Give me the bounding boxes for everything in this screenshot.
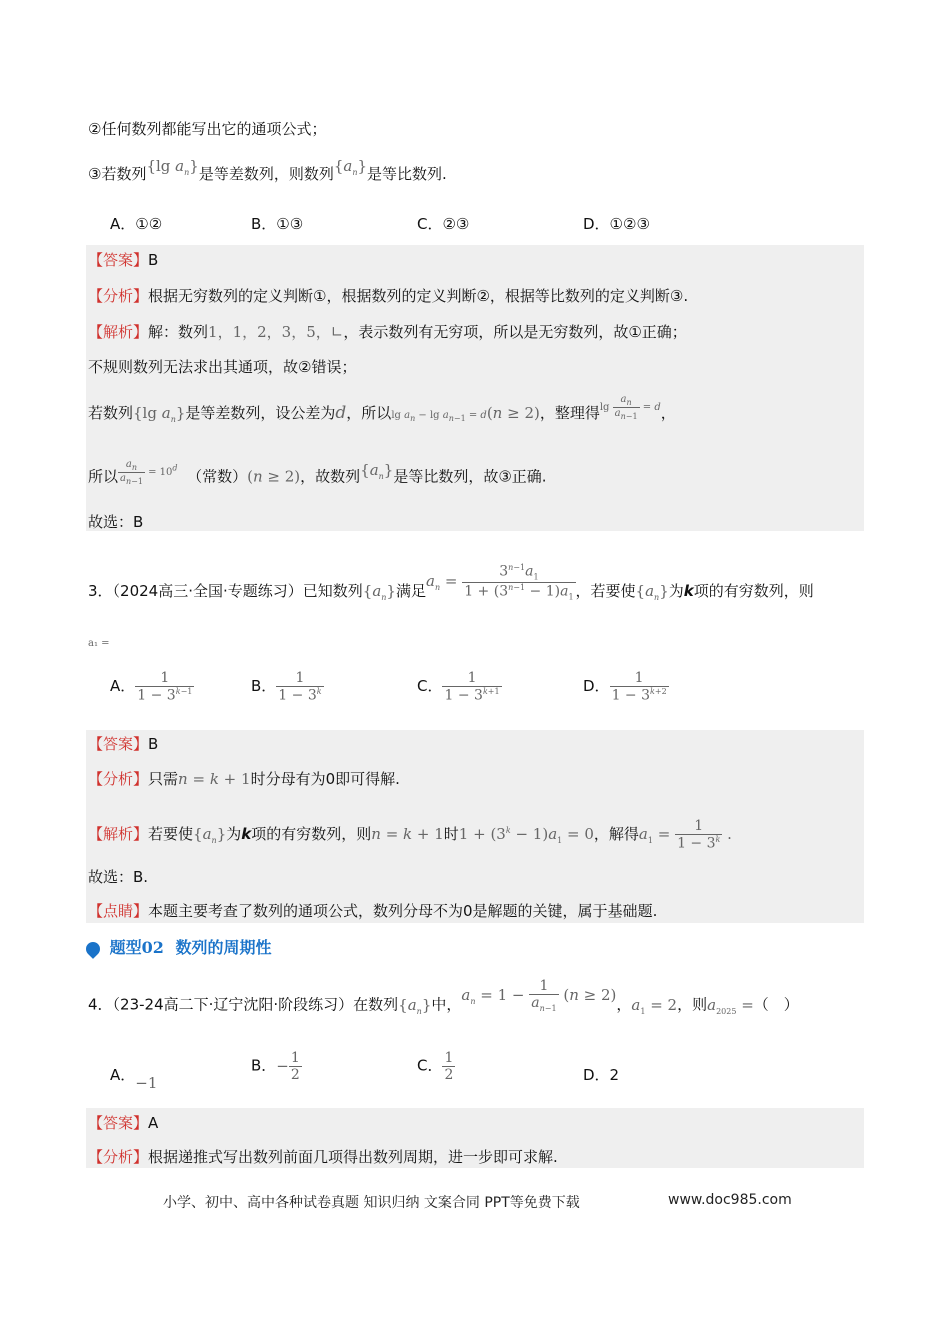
statement-3-text-a: ③若数列	[88, 165, 147, 183]
solution-text: ，整理得	[539, 404, 600, 423]
formula-recurrence: $a_n$ = $\frac{3^{n-1}a_1}{1 + (3^{n-1} - 1)a_1}$	[425, 563, 574, 602]
formula-option-b: $\frac{1}{1 - 3^k}$	[278, 670, 322, 704]
q2-choose: 故选：B	[88, 513, 144, 531]
q2-option-a: A．①②	[110, 215, 163, 233]
statement-3	[88, 157, 447, 192]
formula-sequence-terms: 1，1，2，3，5，∟	[208, 323, 344, 341]
q3-text: 3．（2024高三·全国·专题练习）已知数列	[88, 582, 363, 601]
q3-k: k	[683, 582, 694, 601]
solution-text: ，	[660, 404, 676, 423]
solution-text: ，所以	[346, 404, 392, 423]
answer-tag: 【答案】	[88, 251, 149, 269]
solution-text: ，解得	[593, 824, 639, 843]
q3-option-d	[583, 670, 669, 704]
section-heading	[86, 935, 271, 958]
solution-text: 解：数列	[148, 323, 209, 341]
formula-option-c: $\frac{1}{2}$	[444, 1050, 454, 1084]
q2-answer	[88, 249, 158, 271]
solution-text: 若数列	[88, 404, 134, 423]
formula-a2025: $a_{2025}$ =	[707, 995, 754, 1016]
formula-recurrence: $a_n = 1$ − $\frac{1}{a_{n-1}}$ (n ≥ 2)	[461, 978, 617, 1013]
q2-analysis	[88, 285, 688, 307]
q3-answer	[88, 733, 158, 755]
formula-n-eq-k-plus-1: n = k + 1	[371, 824, 444, 843]
q2-solution-line4	[88, 459, 547, 494]
solution-text: 若要使	[148, 824, 194, 843]
option-label: B．	[251, 1056, 277, 1075]
formula-lg-ratio: lg an an−1 = d	[599, 394, 661, 422]
solution-tag: 【解析】	[88, 824, 149, 843]
q4-text: ，	[616, 995, 632, 1014]
formula-denominator-zero: $1 + (3^k - 1)a_1 = 0$	[458, 824, 594, 845]
analysis-text: 只需	[148, 770, 179, 788]
q2-solution-line1	[88, 321, 687, 343]
q3-choose: 故选：B.	[88, 868, 149, 886]
formula-option-d: $\frac{1}{1 - 3^{k+2}}$	[611, 670, 667, 704]
q2-solution-line3	[88, 394, 676, 431]
q2-option-b: B．①③	[251, 215, 304, 233]
q3-text: 项的有穷数列，则	[693, 582, 814, 601]
answer-value: A	[148, 1114, 159, 1132]
formula-an: $\{a_n\}$	[635, 582, 669, 603]
formula-an: $\{a_n\}$	[360, 461, 394, 482]
option-label: A．	[110, 1066, 136, 1084]
statement-3-text-c: 是等比数列.	[367, 165, 447, 183]
q3-text: 为	[668, 582, 684, 601]
solution-tag: 【解析】	[88, 323, 149, 341]
q4-text: 中，	[431, 995, 462, 1014]
solution-text: 时	[443, 824, 459, 843]
statement-3-text-b: 是等差数列，则数列	[198, 165, 334, 183]
solution-text: ，故数列	[300, 467, 361, 486]
analysis-text: 根据递推式写出数列前面几项得出数列周期，进一步即可求解.	[148, 1148, 558, 1166]
formula-option-a: $\frac{1}{1 - 3^{k-1}}$	[137, 670, 193, 704]
answer-tag: 【答案】	[88, 1114, 149, 1132]
answer-value: B	[148, 251, 159, 269]
formula-an: $\{a_n\}$	[193, 824, 227, 845]
analysis-tag: 【分析】	[88, 287, 149, 305]
comment-tag: 【点睛】	[88, 902, 149, 920]
solution-text: 是等差数列，设公差为	[185, 404, 336, 423]
q2-solution-line2: 不规则数列无法求出其通项，故②错误；	[88, 358, 357, 376]
section-title: 数列的周期性	[175, 938, 272, 957]
solution-text: 为	[226, 824, 242, 843]
option-label: D．	[583, 676, 610, 695]
analysis-text: 根据无穷数列的定义判断①，根据数列的定义判断②，根据等比数列的定义判断③.	[148, 287, 689, 305]
footer-site-link[interactable]: www.doc985.com	[668, 1192, 792, 1208]
solution-text: 所以	[88, 467, 119, 486]
solution-text: （常数）	[187, 467, 248, 486]
q2-option-c: C．②③	[417, 215, 470, 233]
formula-n-eq-k-plus-1: n = k + 1	[178, 770, 251, 788]
q3-option-c	[417, 670, 502, 704]
formula-ratio-const: an an−1 = 10d	[120, 459, 178, 487]
solution-text: 项的有穷数列，则	[251, 824, 372, 843]
analysis-tag: 【分析】	[88, 1148, 149, 1166]
statement-2: ②任何数列都能写出它的通项公式；	[88, 120, 327, 138]
location-pin-icon	[83, 939, 103, 959]
q2-option-d: D．①②③	[583, 215, 650, 233]
formula-option-c: $\frac{1}{1 - 3^{k+1}}$	[444, 670, 500, 704]
q4-option-a	[110, 1064, 158, 1092]
option-label: C．	[417, 676, 443, 695]
q4-answer	[88, 1112, 158, 1134]
comment-text: 本题主要考查了数列的通项公式，数列分母不为0是解题的关键，属于基础题.	[148, 902, 658, 920]
q4-option-d: D．2	[583, 1066, 620, 1084]
q3-solution	[88, 818, 732, 852]
formula-n-ge-2: (n ≥ 2)	[486, 404, 540, 423]
formula-d: d	[335, 403, 347, 424]
option-label: C．	[417, 1056, 443, 1075]
q4-analysis	[88, 1146, 558, 1168]
analysis-tag: 【分析】	[88, 770, 149, 788]
q4-option-c	[417, 1050, 455, 1083]
q3-a1-label: a₁ =	[88, 638, 110, 649]
q4-option-b	[251, 1050, 302, 1083]
q3-option-a	[110, 670, 194, 704]
formula-n-ge-2: (n ≥ 2)	[247, 467, 301, 486]
q4-text: ，则	[677, 995, 708, 1014]
q4-text: 4．（23-24高二下·辽宁沈阳·阶段练习）在数列	[88, 995, 399, 1014]
option-label: A．	[110, 676, 136, 695]
footer-text: 小学、初中、高中各种试卷真题 知识归纳 文案合同 PPT等免费下载	[163, 1195, 580, 1211]
answer-tag: 【答案】	[88, 735, 149, 753]
formula-lg-an: {lg $a_n$}	[133, 404, 186, 425]
solution-text: ，表示数列有无穷项，所以是无穷数列，故①正确；	[343, 323, 687, 341]
formula-an: $\{a_n\}$	[333, 157, 368, 177]
q3-comment	[88, 900, 657, 922]
option-label: B．	[251, 676, 277, 695]
formula-option-b: − $\frac{1}{2}$	[276, 1050, 300, 1084]
q4-text: （ ）	[753, 995, 799, 1014]
q3-text: ，若要使	[575, 582, 636, 601]
answer-value: B	[148, 735, 159, 753]
q4-heading	[88, 978, 799, 1023]
section-label: 题型	[109, 938, 142, 957]
section-number: 02	[141, 938, 164, 957]
solution-k: k	[241, 824, 252, 843]
q3-analysis	[88, 768, 400, 790]
formula-lg-an: {lg $a_n$}	[146, 157, 199, 177]
formula-a1-eq-2: $a_1 = 2$	[631, 995, 678, 1016]
analysis-text: 时分母有为0即可得解.	[250, 770, 400, 788]
solution-text: 是等比数列，故③正确.	[393, 467, 547, 486]
formula-a1-result: $a_1$ = $\frac{1}{1 - 3^k}$ .	[638, 818, 732, 852]
formula-an: $\{a_n\}$	[362, 582, 396, 603]
q3-text: 满足	[395, 582, 426, 601]
q3-option-b	[251, 670, 324, 704]
formula-lg-difference: $\lg a_n - \lg a_{n-1} = d$	[391, 410, 487, 424]
formula-an: $\{a_n\}$	[398, 995, 432, 1016]
formula-option-a: −1	[135, 1074, 158, 1092]
q3-heading	[88, 563, 814, 611]
